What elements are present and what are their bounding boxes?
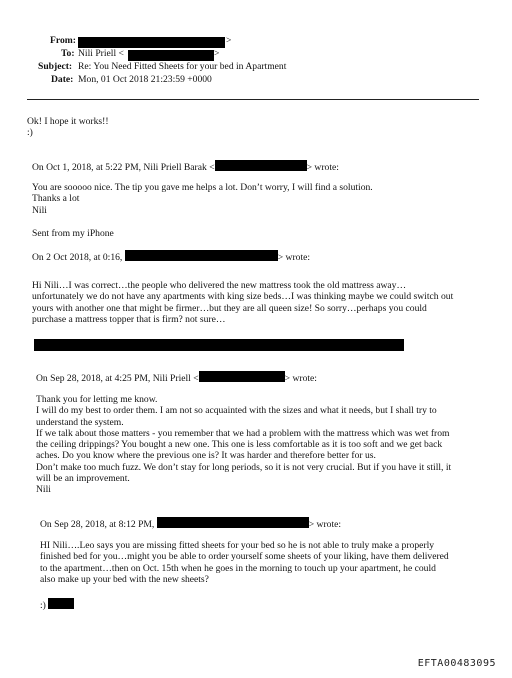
quote3-line: Thank you for letting me know. bbox=[36, 394, 158, 405]
quote2-signature-redaction bbox=[34, 337, 404, 355]
to-gt: > bbox=[214, 48, 220, 59]
quote2-header-text: On 2 Oct 2018, at 0:16, bbox=[32, 252, 123, 263]
reply-line: Ok! I hope it works!! bbox=[27, 116, 109, 127]
quote3-body bbox=[36, 394, 451, 496]
quote2-line: purchase a mattress topper that is firm? not sure… bbox=[32, 313, 226, 325]
quote3-header-text: On Sep 28, 2018, at 4:25 PM, Nili Priell < bbox=[36, 373, 199, 384]
from-gt: > bbox=[226, 35, 232, 46]
quote4-header bbox=[40, 517, 341, 530]
quote2-line: unfortunately we do not have any apartments with king size beds…I was thinking maybe we could switch out bbox=[32, 291, 454, 303]
quote3-line: understand the system. bbox=[36, 416, 124, 428]
quote1-body bbox=[32, 182, 373, 216]
subject-label: Subject: bbox=[38, 61, 73, 72]
date-text: Mon, 01 Oct 2018 21:23:59 +0000 bbox=[78, 74, 212, 85]
quote1-header bbox=[32, 160, 339, 173]
quote4-header-text: On Sep 28, 2018, at 8:12 PM, bbox=[40, 519, 155, 530]
quote2-redaction bbox=[125, 250, 278, 261]
quote4-line: to the apartment…then on Oct. 15th when he goes in the morning to touch up your apartment, he could bbox=[40, 562, 436, 574]
to-label: To: bbox=[61, 48, 75, 59]
quote1-header-text: On Oct 1, 2018, at 5:22 PM, Nili Priell Barak < bbox=[32, 162, 215, 173]
quote3-header bbox=[36, 371, 317, 384]
closing-line bbox=[40, 598, 74, 611]
quote1-line: You are sooooo nice. The tip you gave me helps a lot. Don’t worry, I will find a solution. bbox=[32, 182, 373, 193]
quote4-header-suffix: > wrote: bbox=[308, 519, 342, 530]
quote2-body bbox=[32, 280, 453, 325]
closing-redaction bbox=[48, 598, 74, 609]
quote4-body bbox=[40, 540, 449, 585]
reply-body bbox=[27, 116, 109, 139]
quote1-header-suffix: > wrote: bbox=[306, 162, 339, 173]
quote3-line: will be an improvement. bbox=[36, 473, 130, 485]
quote4-line: HI Nili….Leo says you are missing fitted sheets for your bed so he is not able to truly make a properly bbox=[40, 540, 435, 551]
closing-smiley: :) bbox=[40, 600, 46, 611]
quote1-line: Nili bbox=[32, 204, 47, 216]
date-label: Date: bbox=[51, 74, 74, 85]
quote2-line: yours with another one that might be firmer…but they are all queen size! So sorry…perhaps you could bbox=[32, 302, 427, 314]
quote3-line: Don’t make too much fuzz. We don’t stay for long periods, so it is not very crucial. But if you have it still, it bbox=[36, 461, 452, 473]
quote2-header bbox=[32, 250, 310, 263]
quote4-line: also make up your bed with the new sheets? bbox=[40, 573, 209, 585]
quote3-line: If we talk about those matters - you remember that we had a problem with the mattress which was wet from bbox=[36, 427, 450, 439]
subject-text: Re: You Need Fitted Sheets for your bed in Apartment bbox=[78, 61, 287, 72]
quote2-header-suffix: > wrote: bbox=[277, 252, 311, 263]
sent-from: Sent from my iPhone bbox=[32, 228, 114, 239]
quote3-line: I will do my best to order them. I am not so acquainted with the sizes and what it needs, but I shall try to bbox=[36, 405, 437, 417]
reply-line: :) bbox=[27, 127, 33, 139]
quote3-line: aches. Do you know where the previous one is? It was harder and therefore better for us. bbox=[36, 450, 376, 462]
quote1-redaction bbox=[215, 160, 307, 171]
quote3-header-suffix: > wrote: bbox=[284, 373, 317, 384]
to-name: Nili Priell < bbox=[78, 48, 124, 59]
quote3-redaction bbox=[199, 371, 285, 382]
quote1-line: Thanks a lot bbox=[32, 193, 80, 205]
quote2-line: Hi Nili…I was correct…the people who delivered the new mattress took the old mattress away… bbox=[32, 280, 407, 291]
document-id: EFTA00483095 bbox=[417, 658, 496, 669]
quote3-line: the ceiling drippings? You bought a new one. This one is less comfortable as it is too soft and we get back bbox=[36, 439, 443, 451]
quote4-redaction bbox=[157, 517, 309, 528]
quote4-line: finished bed for you…might you be able to order yourself some sheets of your liking, have them delivered bbox=[40, 551, 449, 563]
from-label: From: bbox=[50, 35, 76, 46]
header-divider bbox=[27, 99, 479, 100]
quote3-line: Nili bbox=[36, 484, 51, 496]
